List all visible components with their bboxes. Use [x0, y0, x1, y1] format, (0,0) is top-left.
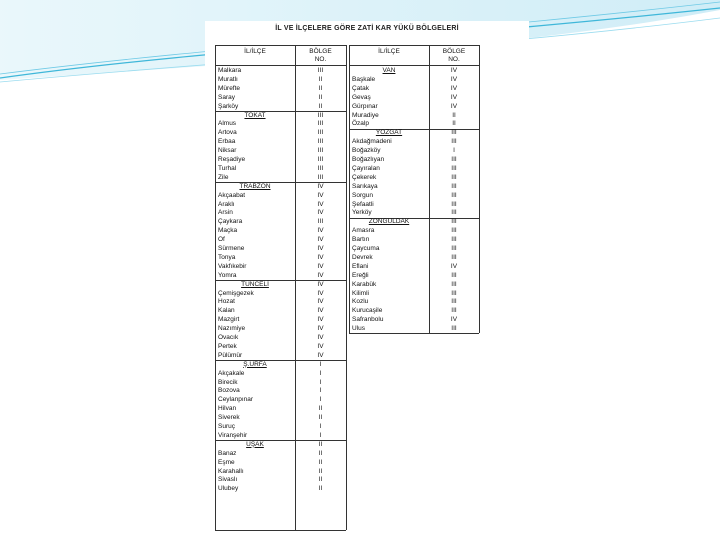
- district-name: Ulus: [352, 325, 366, 333]
- district-name: Bartın: [352, 236, 370, 244]
- district-name: Muratlı: [218, 75, 238, 83]
- zone-number: I: [319, 387, 322, 395]
- zone-number: I: [319, 378, 322, 386]
- district-name: Özalp: [352, 120, 369, 128]
- district-name: Artova: [218, 129, 237, 137]
- zone-number: IV: [317, 289, 324, 297]
- zone-number: III: [451, 209, 457, 217]
- district-name: Almus: [218, 120, 237, 128]
- district-name: Çaykara: [218, 218, 243, 226]
- district-name: Turhal: [218, 164, 237, 172]
- district-name: Pülümür: [218, 351, 243, 359]
- district-name: Kozlu: [352, 298, 369, 306]
- zone-number: III: [451, 200, 457, 208]
- district-name: Şarköy: [218, 102, 239, 110]
- district-name: Erbaa: [218, 138, 236, 146]
- right_table-border-right: [479, 45, 480, 333]
- province-name: TRABZON: [239, 182, 271, 190]
- province-name: ZONGULDAK: [368, 218, 410, 226]
- district-name: Ovacık: [218, 334, 239, 341]
- zone-number: IV: [317, 200, 324, 208]
- district-name: Tonya: [218, 253, 236, 261]
- zone-number: IV: [317, 262, 324, 270]
- zone-number: IV: [450, 316, 458, 324]
- zone-number: IV: [317, 209, 324, 217]
- zone-number: IV: [317, 334, 324, 341]
- district-name: Akçakale: [218, 369, 245, 377]
- district-name: Başkale: [352, 75, 376, 83]
- left_table-header-name: İL/İLÇE: [244, 48, 266, 55]
- zone-number: I: [319, 369, 322, 377]
- zone-number: III: [451, 289, 457, 297]
- district-name: Karahallı: [218, 467, 244, 475]
- district-name: Eşme: [218, 458, 235, 466]
- zone-number: II: [318, 440, 323, 448]
- zone-number: III: [317, 120, 324, 128]
- province-name: Ş.URFA: [243, 360, 267, 368]
- left_table-header-zone: BÖLGE NO.: [309, 48, 332, 63]
- zone-number: IV: [450, 93, 458, 101]
- district-name: Of: [218, 236, 225, 244]
- zone-number: III: [317, 129, 324, 137]
- district-name: Hilvan: [218, 405, 237, 413]
- zone-number: III: [317, 218, 324, 226]
- district-name: Boğazköy: [352, 147, 381, 155]
- district-name: Vakfıkebir: [218, 262, 247, 270]
- district-name: Çatak: [352, 84, 369, 92]
- district-name: Sürmene: [218, 245, 245, 252]
- district-name: Mürefte: [218, 84, 241, 92]
- district-name: Boğazlıyan: [352, 156, 385, 163]
- zone-number: III: [451, 129, 457, 137]
- district-name: Akçaabat: [218, 191, 246, 199]
- zone-number: IV: [317, 236, 324, 244]
- zone-number: III: [451, 191, 457, 199]
- page-title: İL VE İLÇELERE GÖRE ZATİ KAR YÜKÜ BÖLGELERİ: [275, 25, 459, 32]
- district-name: Eflani: [352, 262, 369, 270]
- district-name: Safranbolu: [352, 316, 384, 324]
- district-name: Gevaş: [352, 93, 371, 101]
- zone-number: III: [317, 138, 324, 146]
- zone-number: II: [452, 120, 456, 128]
- zone-number: III: [451, 298, 457, 306]
- district-name: Çekerek: [352, 173, 377, 181]
- zone-number: III: [451, 138, 457, 146]
- document-page: [205, 21, 529, 540]
- zone-number: IV: [317, 271, 324, 279]
- district-name: Pertek: [218, 342, 237, 350]
- zone-number: I: [319, 423, 322, 430]
- left_table-border-top: [215, 45, 346, 46]
- zone-number: IV: [450, 75, 458, 83]
- district-name: Reşadiye: [218, 156, 246, 163]
- province-name: UŞAK: [246, 440, 264, 448]
- district-name: Gürpınar: [352, 102, 378, 110]
- left_table-border-right: [346, 45, 347, 530]
- district-name: Viranşehir: [218, 431, 248, 439]
- district-name: Bozova: [218, 387, 240, 395]
- right_table-border-bottom: [349, 333, 479, 334]
- zone-number: II: [318, 485, 323, 493]
- zone-number: II: [318, 476, 323, 484]
- district-name: Yomra: [218, 271, 237, 279]
- zone-number: I: [453, 147, 455, 155]
- zone-number: III: [451, 173, 457, 181]
- province-name: YOZGAT: [375, 129, 403, 137]
- left_table-border-mid: [295, 45, 296, 530]
- zone-number: III: [451, 280, 457, 288]
- right_table-header-zone: BÖLGE NO.: [442, 48, 466, 63]
- district-name: Sarıkaya: [352, 182, 378, 190]
- district-name: Çemişgezek: [218, 289, 254, 297]
- zone-number: II: [318, 449, 323, 457]
- zone-number: IV: [317, 191, 324, 199]
- zone-number: III: [451, 182, 457, 190]
- zone-number: IV: [317, 307, 324, 315]
- district-name: Sivaslı: [218, 476, 238, 484]
- district-name: Nazımiye: [218, 325, 246, 333]
- zone-number: IV: [317, 280, 324, 288]
- district-name: Yerköy: [352, 209, 372, 217]
- district-name: Akdağmadeni: [352, 138, 392, 146]
- zone-number: III: [451, 245, 457, 252]
- zone-number: II: [318, 75, 323, 83]
- zone-number: III: [317, 173, 324, 181]
- right_table-border-left: [349, 45, 350, 333]
- zone-number: III: [317, 67, 324, 74]
- district-name: Araklı: [218, 200, 235, 208]
- district-name: Devrek: [352, 253, 373, 261]
- snow-load-tables: [205, 21, 529, 540]
- district-name: Kalan: [218, 307, 235, 315]
- zone-number: IV: [317, 316, 324, 324]
- district-name: Banaz: [218, 449, 237, 457]
- zone-number: II: [318, 414, 323, 422]
- province-name: TUNCELİ: [241, 280, 269, 288]
- left_table-border-header: [215, 65, 346, 66]
- district-name: Kilimli: [352, 289, 369, 297]
- zone-number: IV: [450, 84, 458, 92]
- district-name: Suruç: [218, 423, 235, 430]
- district-name: Ceylanpınar: [218, 396, 254, 404]
- district-name: Amasra: [352, 227, 375, 235]
- zone-number: III: [451, 236, 457, 244]
- zone-number: II: [318, 467, 323, 475]
- zone-number: III: [317, 156, 324, 163]
- district-name: Hozat: [218, 298, 235, 306]
- zone-number: IV: [317, 245, 324, 252]
- district-name: Niksar: [218, 147, 237, 155]
- district-name: Mazgirt: [218, 316, 240, 324]
- province-name: TOKAT: [244, 111, 266, 119]
- zone-number: I: [319, 360, 322, 368]
- zone-number: III: [451, 218, 457, 226]
- right_table-border-mid: [429, 45, 430, 333]
- zone-number: II: [318, 84, 323, 92]
- zone-number: IV: [317, 325, 324, 333]
- zone-number: III: [451, 253, 457, 261]
- zone-number: IV: [450, 102, 458, 110]
- district-name: Kurucaşile: [352, 307, 383, 315]
- zone-number: III: [317, 164, 324, 172]
- zone-number: II: [318, 458, 323, 466]
- district-name: Siverek: [218, 414, 240, 422]
- district-name: Karabük: [352, 280, 377, 288]
- zone-number: IV: [450, 67, 458, 74]
- district-name: Ereğli: [352, 271, 369, 279]
- district-name: Sorgun: [352, 191, 373, 199]
- district-name: Maçka: [218, 227, 238, 235]
- zone-number: II: [318, 93, 323, 101]
- zone-number: II: [452, 111, 456, 119]
- district-name: Zile: [218, 173, 229, 181]
- zone-number: IV: [317, 351, 324, 359]
- zone-number: III: [451, 164, 457, 172]
- district-name: Çayıralan: [352, 164, 380, 172]
- zone-number: IV: [317, 227, 324, 235]
- district-name: Çaycuma: [352, 245, 380, 252]
- zone-number: I: [319, 431, 322, 439]
- zone-number: III: [451, 307, 457, 315]
- right_table-header-name: İL/İLÇE: [378, 48, 400, 55]
- district-name: Saray: [218, 93, 235, 101]
- right_table-border-top: [349, 45, 479, 46]
- district-name: Ulubey: [218, 485, 239, 493]
- zone-number: III: [451, 227, 457, 235]
- zone-number: IV: [317, 298, 324, 306]
- zone-number: III: [317, 147, 324, 155]
- district-name: Arsin: [218, 209, 233, 217]
- district-name: Birecik: [218, 378, 238, 386]
- zone-number: III: [317, 111, 324, 119]
- zone-number: III: [451, 325, 457, 333]
- zone-number: I: [319, 396, 322, 404]
- district-name: Malkara: [218, 67, 242, 74]
- zone-number: II: [318, 405, 323, 413]
- zone-number: II: [318, 102, 323, 110]
- right_table-border-header: [349, 65, 479, 66]
- zone-number: IV: [317, 253, 324, 261]
- left_table-border-bottom: [215, 530, 346, 531]
- district-name: Muradiye: [352, 111, 379, 119]
- province-name: VAN: [382, 67, 396, 74]
- zone-number: III: [451, 271, 457, 279]
- zone-number: IV: [450, 262, 458, 270]
- district-name: Şefaatli: [352, 200, 374, 208]
- zone-number: III: [451, 156, 457, 163]
- zone-number: IV: [317, 182, 324, 190]
- zone-number: IV: [317, 342, 324, 350]
